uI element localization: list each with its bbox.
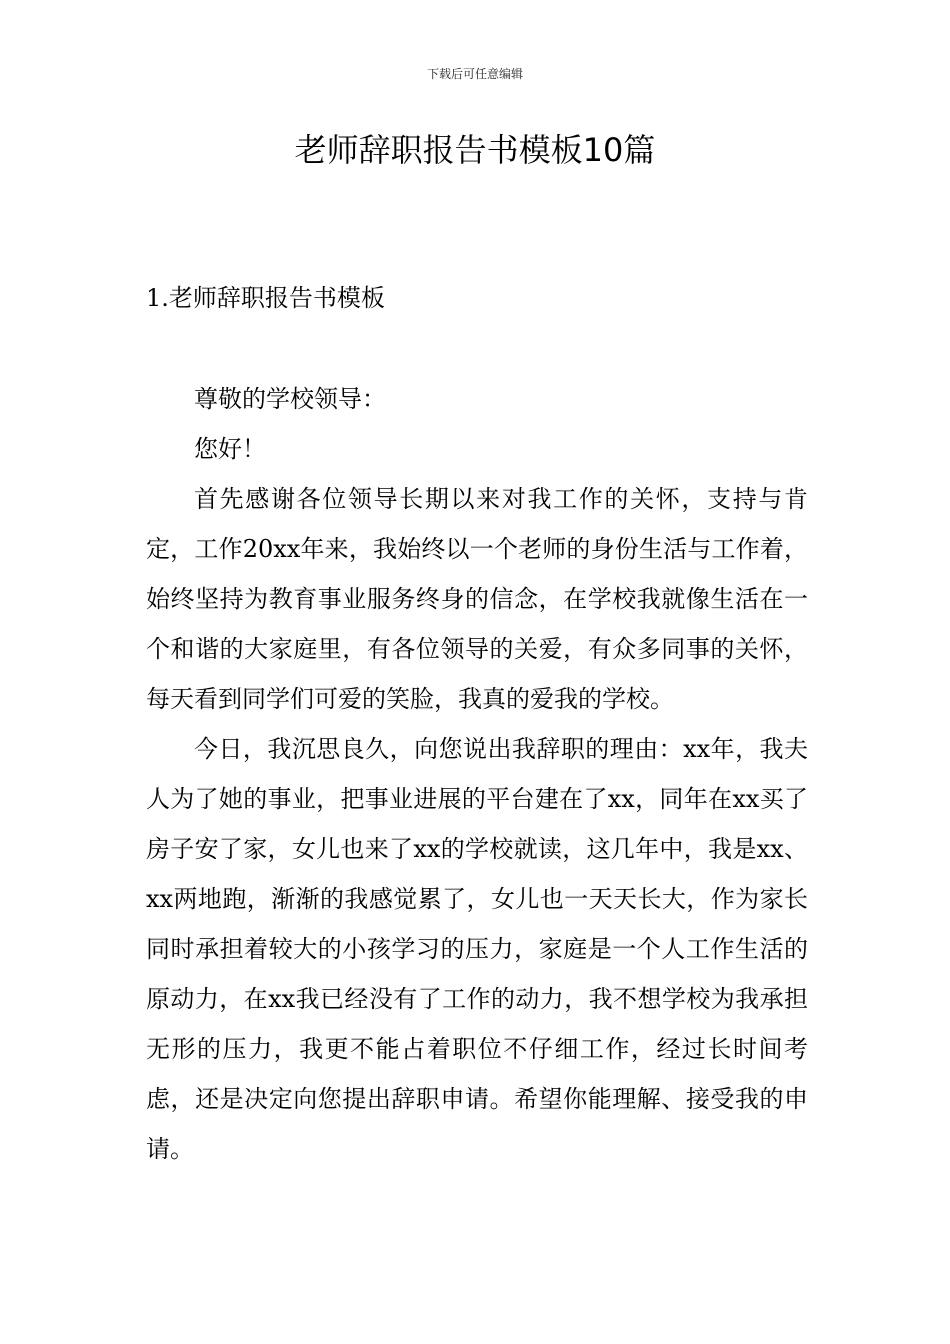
section-heading: 1.老师辞职报告书模板 [146,284,385,312]
document-title: 老师辞职报告书模板10篇 [294,131,656,169]
letter-paragraph: 今日，我沉思良久，向您说出我辞职的理由：xx年，我夫人为了她的事业，把事业进展的平台建在了xx，同年在xx买了房子安了家，女儿也来了xx的学校就读，这几年中，我是xx、xx两地跑，渐渐的我感觉累了，女儿也一天天长大，作为家长同时承担着较大的小孩学习的压力，家庭是一个人工作生活的原动力，在xx我已经没有了工作的动力，我不想学校为我承担无形的压力，我更不能占着职位不仔细工作，经过长时间考虑，还是决定向您提出辞职申请。希望你能理解、接受我的申请。 [146,735,808,1163]
letter-greeting: 您好！ [194,435,266,463]
header-note: 下载后可任意编辑 [426,67,523,81]
letter-salutation: 尊敬的学校领导： [194,385,386,413]
letter-paragraph: 首先感谢各位领导长期以来对我工作的关怀，支持与肯定，工作20xx年来，我始终以一个老师的身份生活与工作着，始终坚持为教育事业服务终身的信念，在学校我就像生活在一个和谐的大家庭里，有各位领导的关爱，有众多同事的关怀，每天看到同学们可爱的笑脸，我真的爱我的学校。 [146,485,808,713]
letter-body [146,374,808,1174]
